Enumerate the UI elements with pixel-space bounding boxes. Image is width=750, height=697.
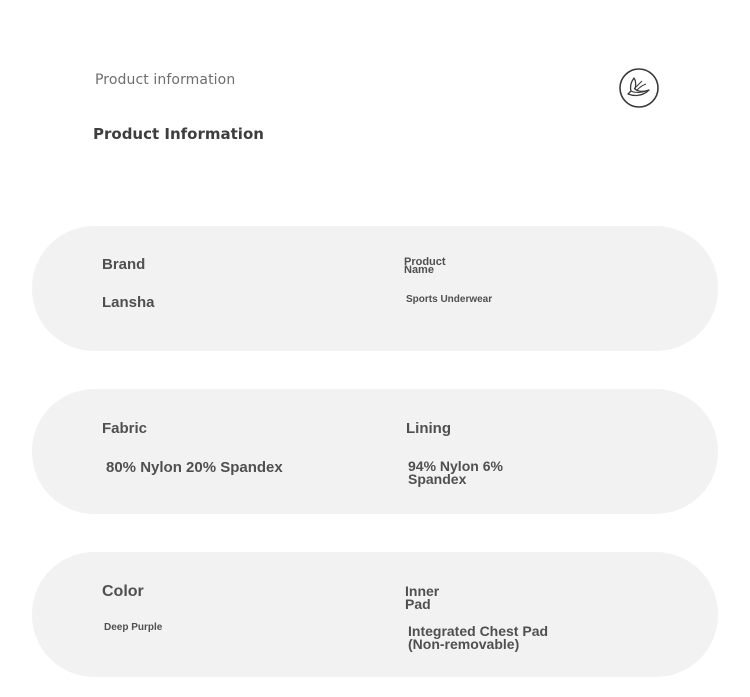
fabric-label: Fabric <box>102 420 148 437</box>
lining-label: Lining <box>406 420 451 437</box>
color-label: Color <box>102 583 144 600</box>
color-value: Deep Purple <box>104 622 163 633</box>
inner-pad-value: Integrated Chest Pad (Non-removable) <box>408 623 549 652</box>
info-card-color <box>32 552 718 677</box>
product-name-value: Sports Underwear <box>406 294 493 305</box>
brand-label: Brand <box>102 256 146 273</box>
info-card-brand <box>32 226 718 351</box>
inner-pad-label: Inner Pad <box>405 583 440 612</box>
fabric-value: 80% Nylon 20% Spandex <box>106 459 283 476</box>
page-subtitle: Product information <box>95 72 236 88</box>
product-name-label: Product Name <box>404 256 446 276</box>
lining-value: 94% Nylon 6% Spandex <box>408 458 503 487</box>
page-title: Product Information <box>93 125 264 143</box>
info-card-fabric <box>32 389 718 514</box>
brand-value: Lansha <box>102 294 155 311</box>
leaf-circle-icon <box>618 67 660 109</box>
